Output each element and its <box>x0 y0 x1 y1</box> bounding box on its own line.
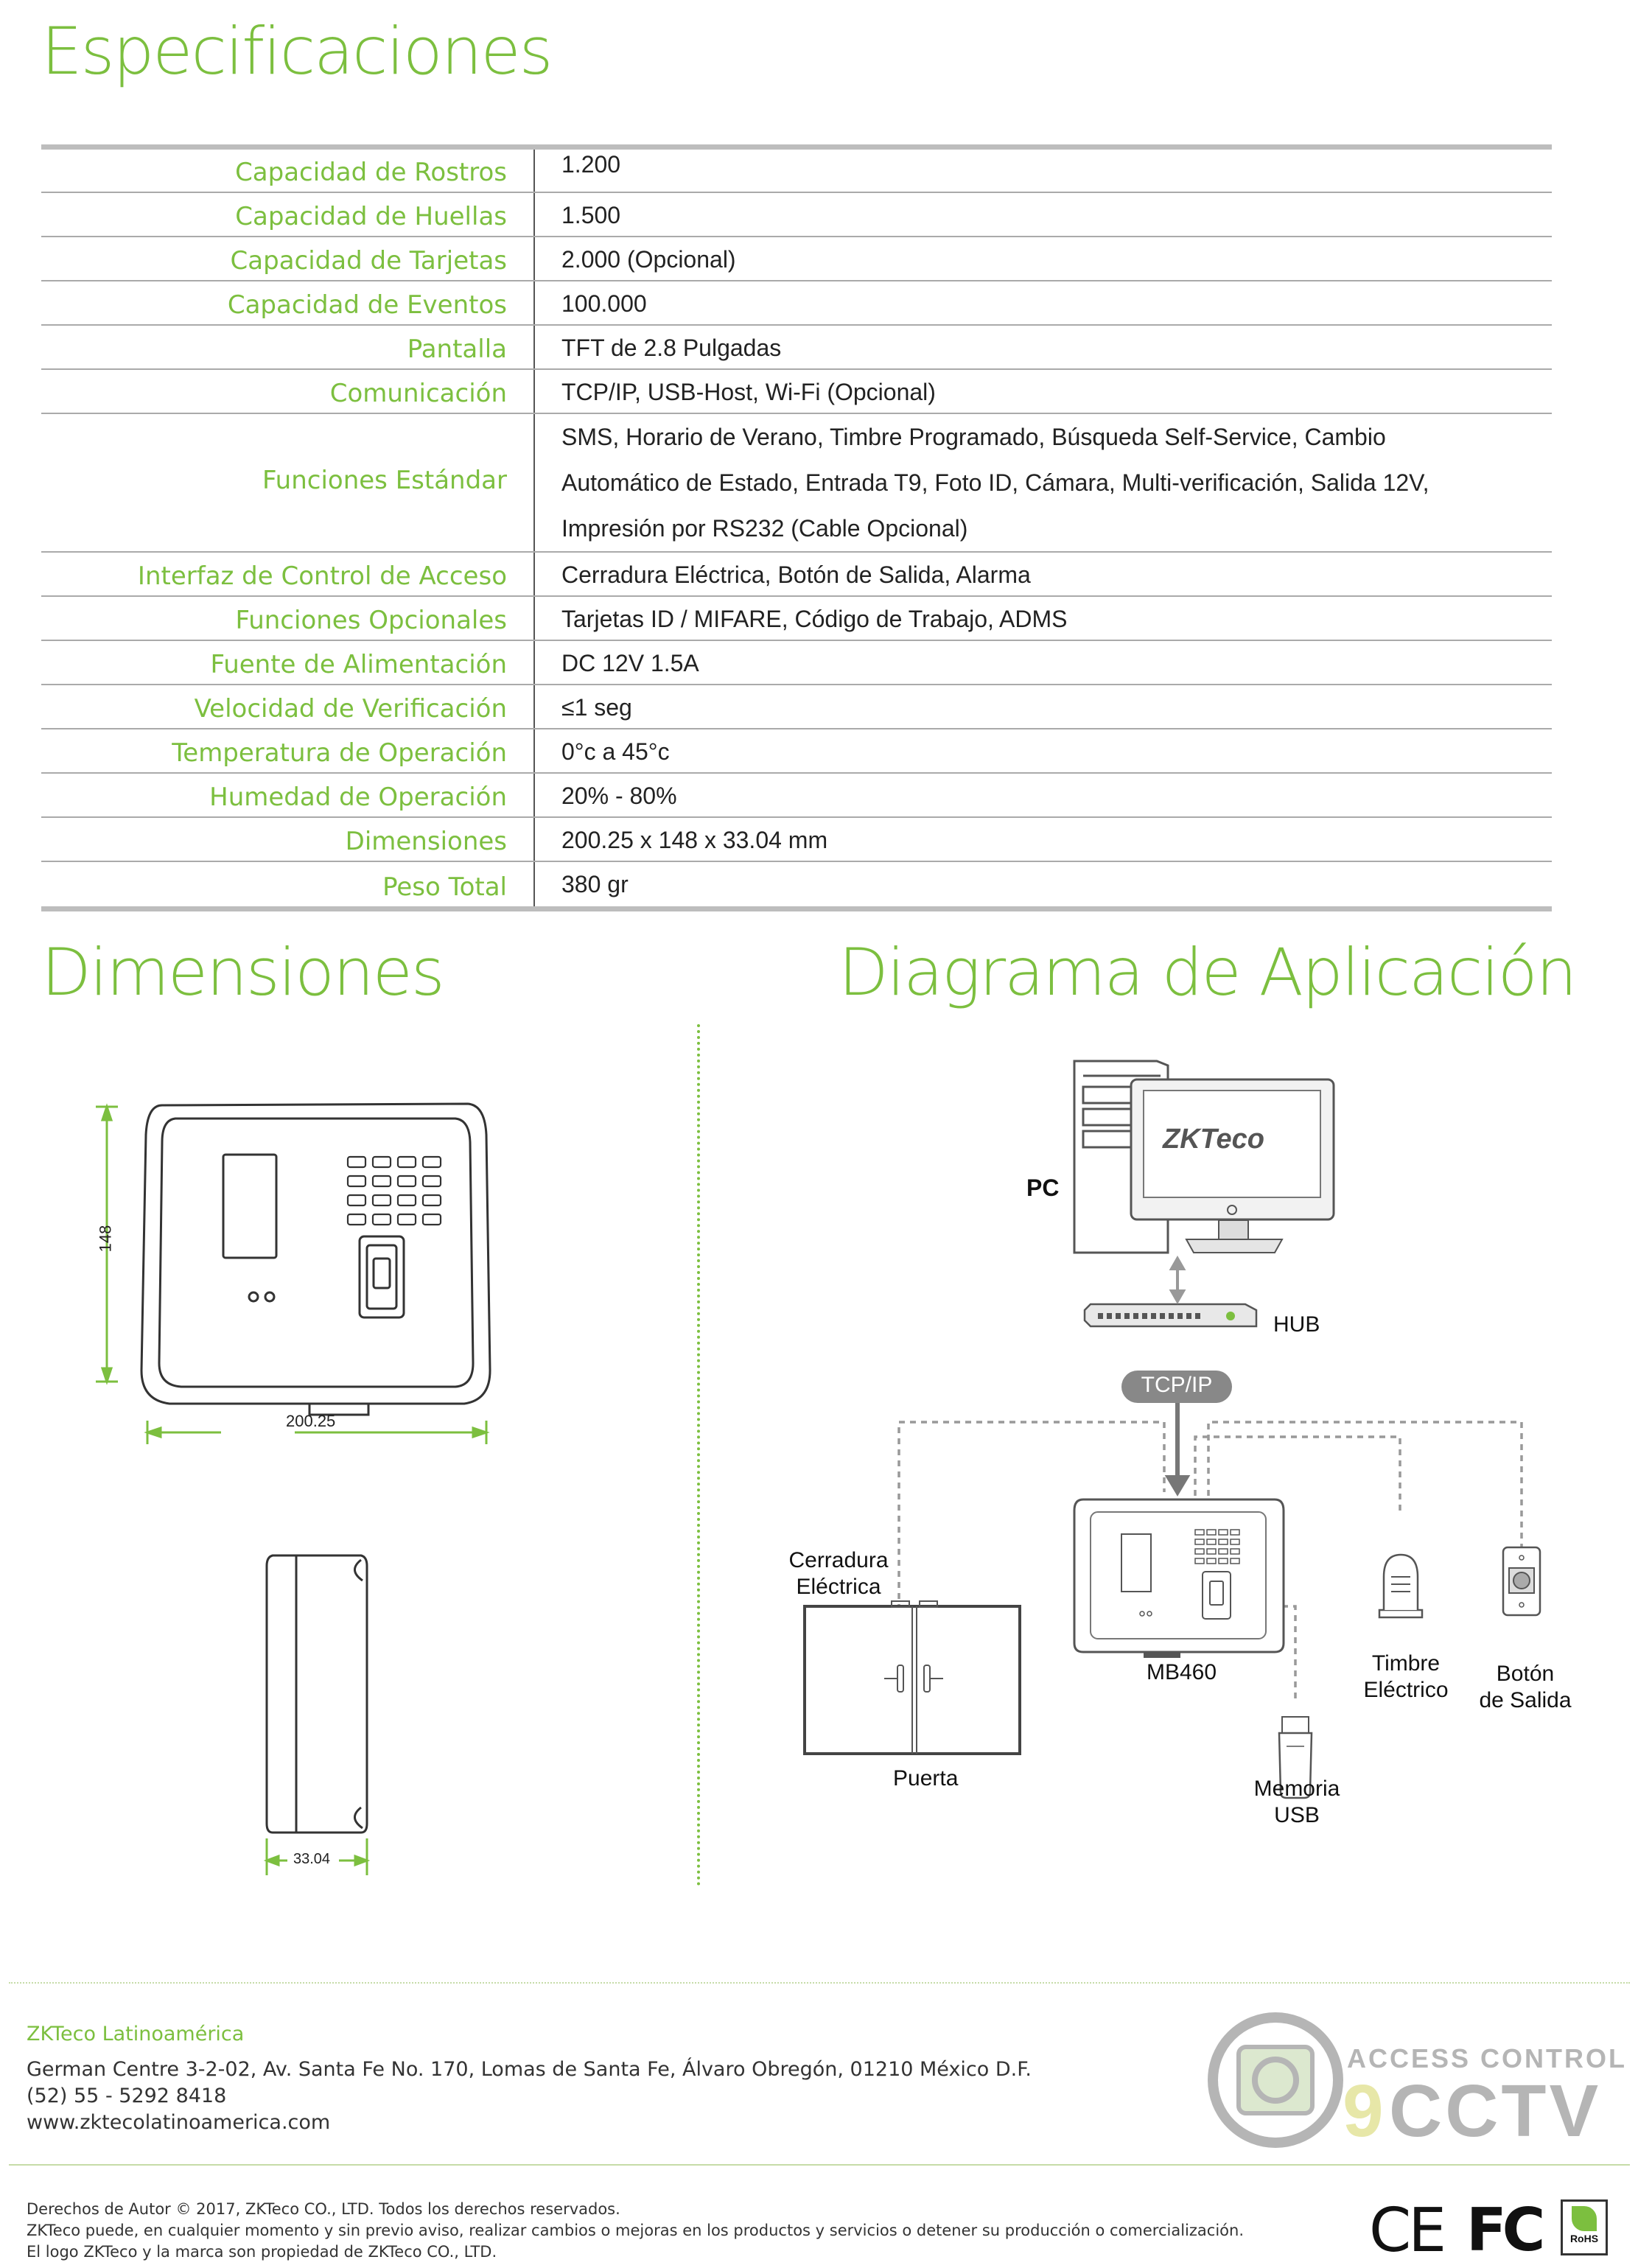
table-row <box>41 370 1552 414</box>
pc-label: PC <box>1026 1175 1060 1201</box>
spec-label: Velocidad de Verificación <box>41 685 535 728</box>
table-row <box>41 685 1552 729</box>
spec-label: Dimensiones <box>41 818 535 861</box>
table-row <box>41 818 1552 862</box>
footer-divider <box>9 1982 1630 1984</box>
table-row <box>41 281 1552 326</box>
device-side-drawing <box>251 1544 383 1890</box>
spec-value: 1.500 <box>561 202 621 228</box>
electric-bell-icon <box>1379 1555 1422 1617</box>
company-name: ZKTeco Latinoamérica <box>27 2023 245 2045</box>
table-row <box>41 414 1552 553</box>
spec-label: Temperatura de Operación <box>41 729 535 772</box>
specs-heading: Especificaciones <box>41 13 552 89</box>
table-row <box>41 597 1552 641</box>
spec-value: 380 gr <box>561 871 629 897</box>
logo-text-top: ACCESS CONTROL <box>1347 2043 1628 2073</box>
depth-label: 33.04 <box>293 1851 331 1867</box>
device-front-drawing <box>88 1091 501 1444</box>
table-top-rule <box>41 144 1552 150</box>
table-row <box>41 774 1552 818</box>
table-row <box>41 237 1552 281</box>
lock-label <box>787 1547 890 1600</box>
width-label: 200.25 <box>286 1412 336 1430</box>
bell-label <box>1354 1651 1457 1704</box>
spec-value-line: SMS, Horario de Verano, Timbre Programado, Búsqueda Self-Service, Cambio <box>561 424 1386 450</box>
table-row <box>41 862 1552 906</box>
lock-label-line: Eléctrica <box>796 1575 881 1599</box>
spec-label: Interfaz de Control de Acceso <box>41 553 535 595</box>
access-control-logo-icon <box>1205 2010 1345 2150</box>
footer-rule <box>9 2164 1630 2166</box>
tcpip-label: TCP/IP <box>1141 1373 1213 1397</box>
company-phone: (52) 55 - 5292 8418 <box>27 2085 227 2107</box>
usb-label <box>1245 1776 1348 1829</box>
exit-label-line: Botón <box>1496 1662 1555 1686</box>
company-website[interactable]: www.zktecolatinoamerica.com <box>27 2111 331 2134</box>
table-row <box>41 150 1552 193</box>
spec-value-line: Impresión por RS232 (Cable Opcional) <box>561 515 968 542</box>
exit-label <box>1474 1661 1577 1714</box>
table-row <box>41 193 1552 237</box>
legal-line: ZKTeco puede, en cualquier momento y sin previo aviso, realizar cambios o mejoras en los productos y servicios o detener su producción o comercialización. <box>27 2222 1244 2239</box>
device-label: MB460 <box>1147 1660 1217 1684</box>
exit-button-icon <box>1503 1547 1540 1615</box>
spec-label: Capacidad de Tarjetas <box>41 237 535 280</box>
table-row <box>41 553 1552 597</box>
door-icon <box>805 1601 1020 1754</box>
spec-value: 100.000 <box>561 290 647 317</box>
usb-label-line: Memoria <box>1253 1777 1340 1801</box>
spec-value: TCP/IP, USB-Host, Wi-Fi (Opcional) <box>561 379 936 405</box>
spec-label: Comunicación <box>41 370 535 413</box>
table-row <box>41 729 1552 774</box>
lock-label-line: Cerradura <box>788 1548 889 1572</box>
spec-value: Tarjetas ID / MIFARE, Código de Trabajo, ADMS <box>561 606 1068 632</box>
spec-value: 20% - 80% <box>561 783 677 809</box>
spec-value: 200.25 x 148 x 33.04 mm <box>561 827 828 853</box>
dimensions-heading: Dimensiones <box>41 934 444 1010</box>
height-label: 148 <box>96 1225 115 1253</box>
spec-value-multiline <box>535 414 1552 551</box>
spec-label: Capacidad de Rostros <box>41 150 535 192</box>
spec-label: Humedad de Operación <box>41 774 535 816</box>
network-hub-icon <box>1085 1304 1256 1326</box>
spec-label: Capacidad de Huellas <box>41 193 535 236</box>
rohs-leaf-icon <box>1572 2206 1597 2231</box>
spec-label: Capacidad de Eventos <box>41 281 535 324</box>
spec-label: Funciones Opcionales <box>41 597 535 640</box>
spec-value: 0°c a 45°c <box>561 738 670 765</box>
ce-mark-icon: CE <box>1369 2196 1444 2266</box>
rohs-label: RoHS <box>1569 2233 1599 2244</box>
bell-label-line: Timbre <box>1371 1651 1441 1676</box>
spec-label: Funciones Estándar <box>41 414 535 551</box>
spec-value: DC 12V 1.5A <box>561 650 699 676</box>
company-address: German Centre 3-2-02, Av. Santa Fe No. 170, Lomas de Santa Fe, Álvaro Obregón, 01210 México D.F. <box>27 2058 1032 2081</box>
spec-label: Fuente de Alimentación <box>41 641 535 684</box>
spec-value: 2.000 (Opcional) <box>561 246 736 273</box>
exit-label-line: de Salida <box>1479 1688 1572 1712</box>
legal-line: Derechos de Autor © 2017, ZKTeco CO., LTD. Todos los derechos reservados. <box>27 2200 620 2218</box>
diagram-heading: Diagrama de Aplicación <box>839 934 1576 1010</box>
rohs-mark-icon <box>1561 2199 1608 2255</box>
table-row <box>41 326 1552 370</box>
spec-value: ≤1 seg <box>561 694 632 721</box>
door-label: Puerta <box>893 1766 959 1791</box>
spec-table <box>41 144 1552 911</box>
logo-digit: 9 <box>1343 2070 1384 2152</box>
usb-label-line: USB <box>1274 1803 1320 1827</box>
spec-value-line: Automático de Estado, Entrada T9, Foto ID, Cámara, Multi-verificación, Salida 12V, <box>561 469 1429 496</box>
table-row <box>41 641 1552 685</box>
fcc-mark-icon: FC <box>1466 2196 1541 2264</box>
logo-text-main: CCTV <box>1389 2070 1602 2152</box>
screen-logo: ZKTeco <box>1163 1124 1264 1155</box>
section-divider <box>697 1024 700 1886</box>
bell-label-line: Eléctrico <box>1363 1678 1449 1702</box>
legal-line: El logo ZKTeco y la marca son propiedad de ZKTeco CO., LTD. <box>27 2243 497 2261</box>
spec-value: Cerradura Eléctrica, Botón de Salida, Alarma <box>561 561 1031 588</box>
table-bottom-rule <box>41 906 1552 911</box>
spec-label: Peso Total <box>41 862 535 906</box>
application-diagram <box>766 1046 1636 1857</box>
spec-value: 1.200 <box>561 151 621 178</box>
hub-label: HUB <box>1273 1312 1320 1337</box>
spec-value: TFT de 2.8 Pulgadas <box>561 335 782 361</box>
spec-label: Pantalla <box>41 326 535 368</box>
mb460-device-icon <box>1074 1499 1284 1658</box>
